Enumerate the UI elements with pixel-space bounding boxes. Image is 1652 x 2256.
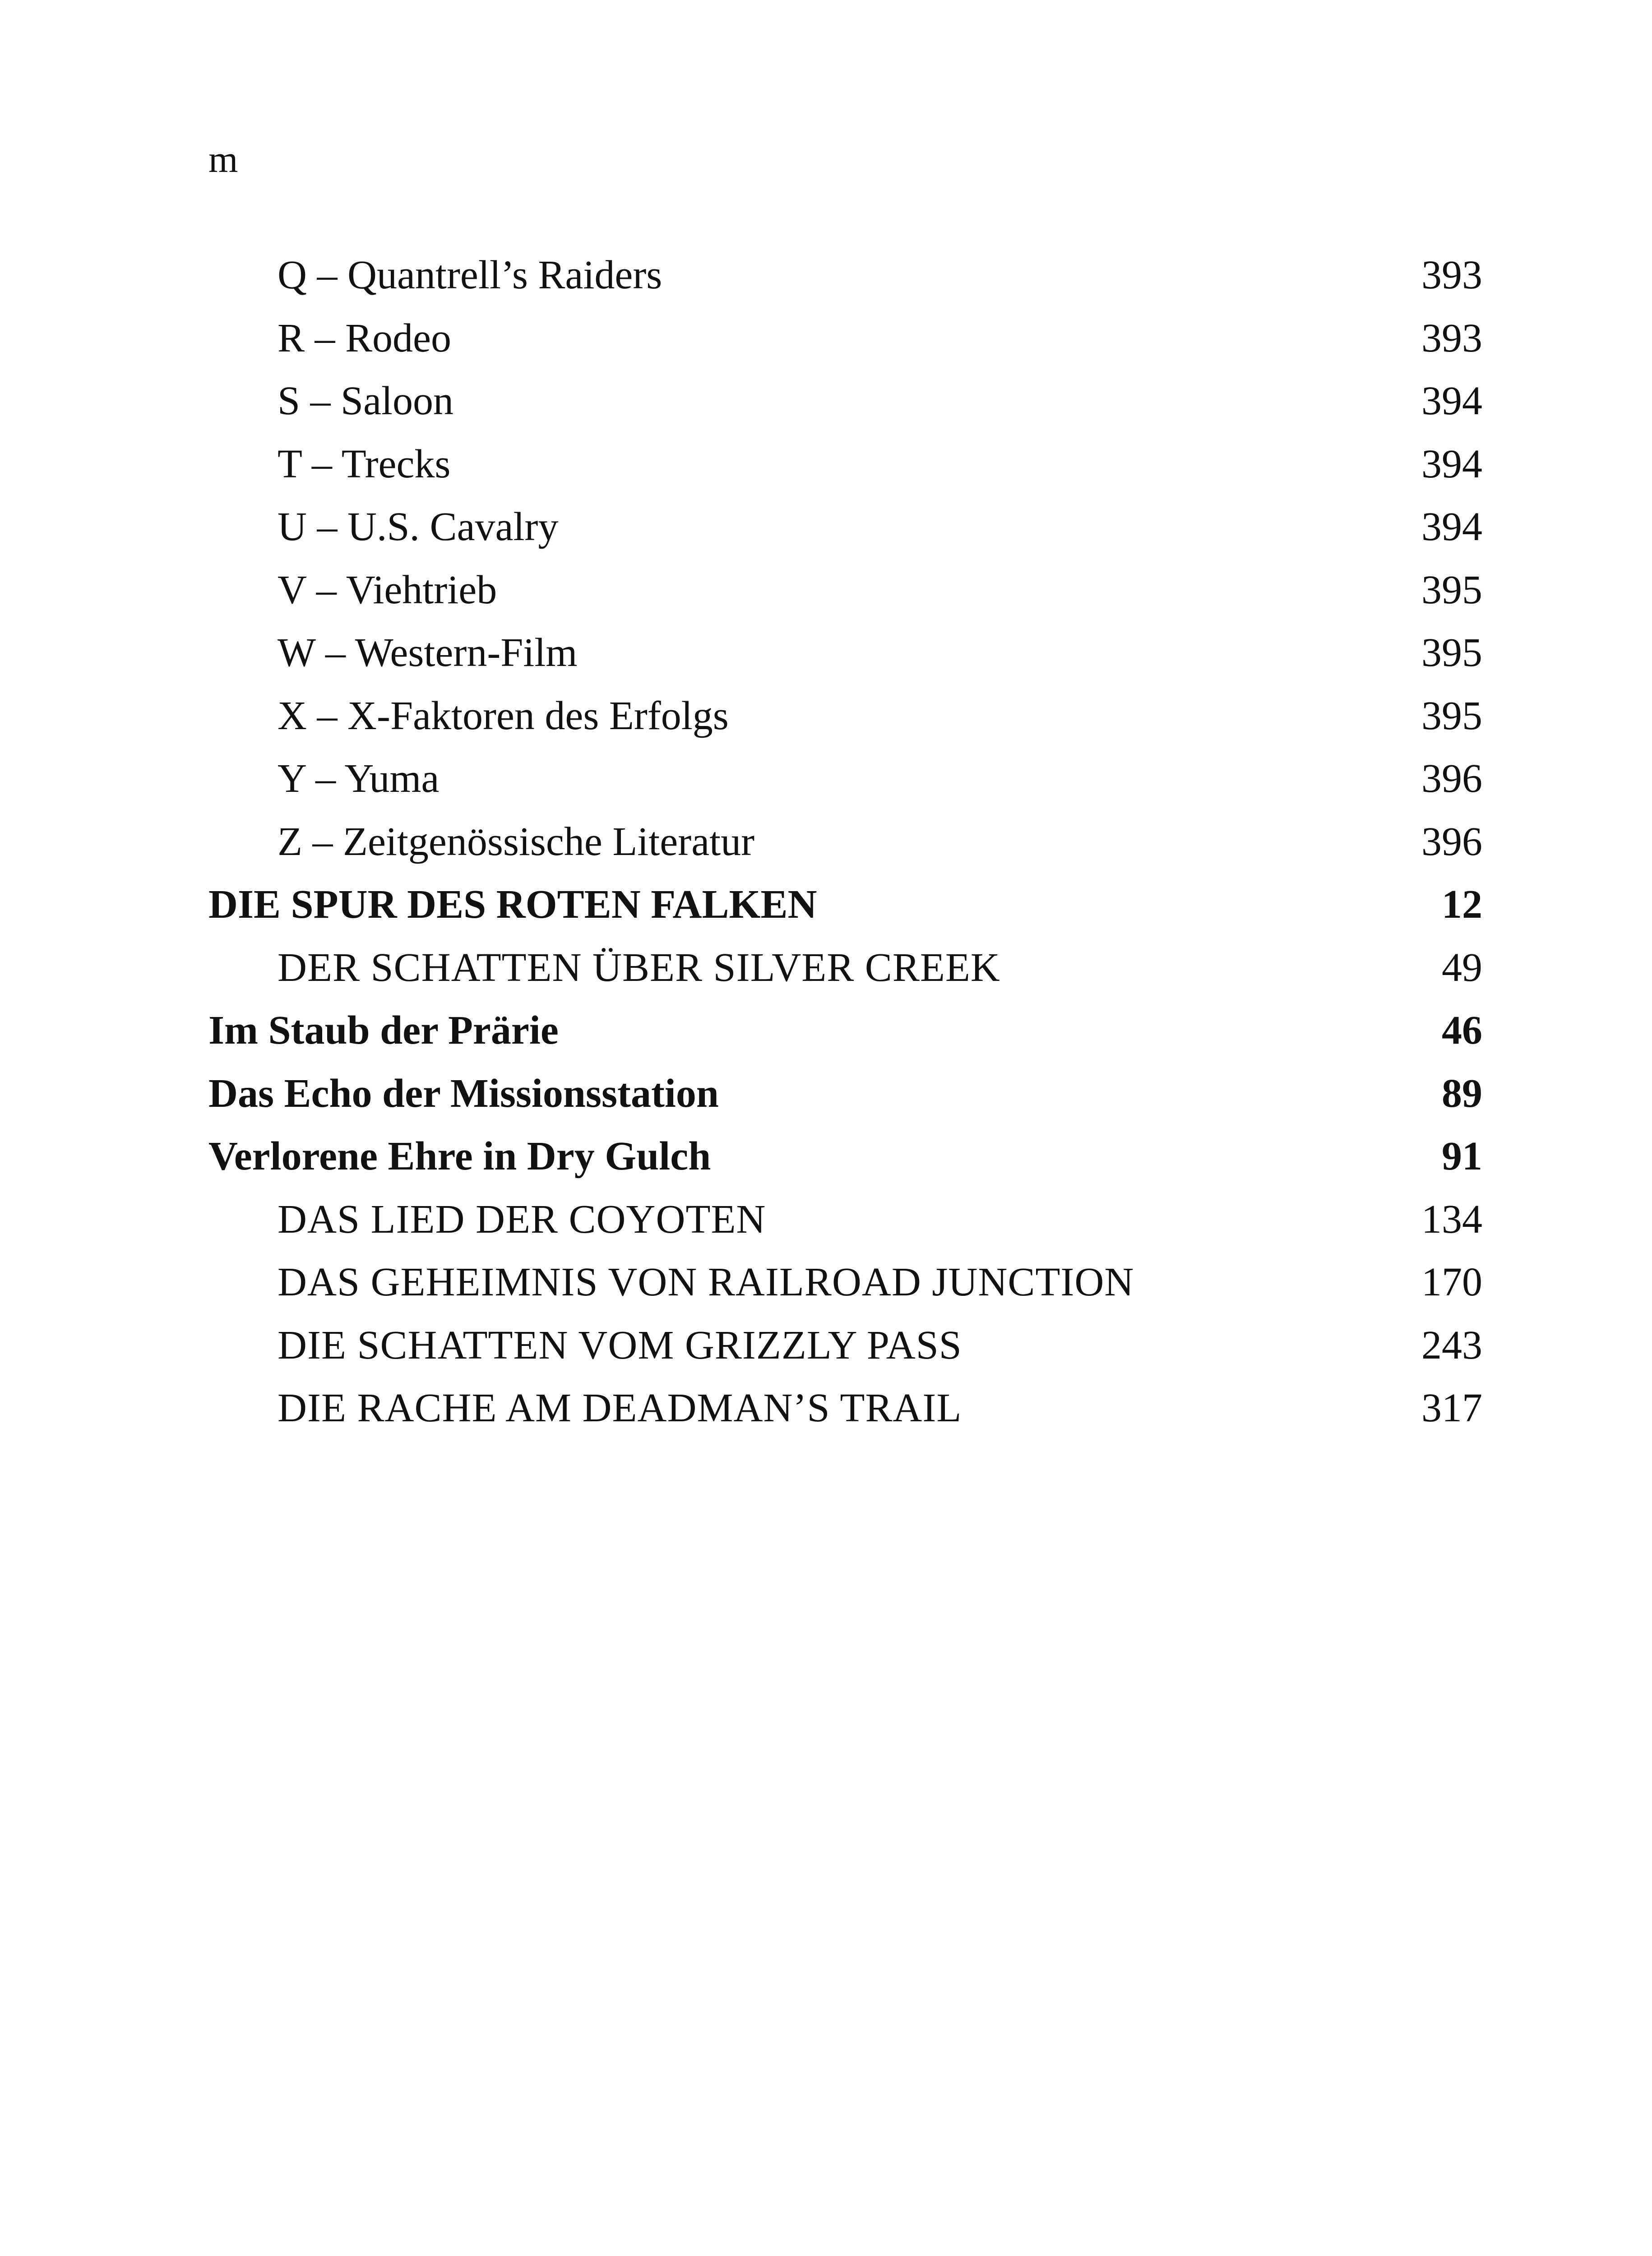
toc-chapter <box>208 1125 1482 1188</box>
toc-entry-title: DIE RACHE AM DEADMAN’S TRAIL <box>278 1386 962 1430</box>
toc-entry-title: W – Western-Film <box>278 630 578 675</box>
toc-entry-title: V – Viehtrieb <box>278 567 497 612</box>
toc-chapter <box>208 1062 1482 1125</box>
toc-entry <box>208 1377 1482 1440</box>
toc-entry-title: DAS LIED DER COYOTEN <box>278 1197 766 1242</box>
toc-entry <box>208 433 1482 496</box>
toc-entry-page: 393 <box>1421 253 1482 297</box>
toc-entry-page: 393 <box>1421 315 1482 361</box>
toc-entry-title: DIE SCHATTEN VOM GRIZZLY PASS <box>278 1322 962 1368</box>
toc-entry <box>208 495 1482 559</box>
toc-entry-title: Q – Quantrell’s Raiders <box>278 253 662 297</box>
toc-entry-page: 394 <box>1421 441 1482 486</box>
toc-entry <box>208 559 1482 622</box>
toc-entry-title: R – Rodeo <box>278 315 452 361</box>
header-mark: m <box>208 139 238 180</box>
toc-chapter-page: 12 <box>1442 882 1482 927</box>
toc-chapter-title: Im Staub der Prärie <box>208 1008 559 1053</box>
toc-entry <box>208 684 1482 748</box>
toc-entry-page: 394 <box>1421 379 1482 423</box>
toc-chapter-page: 91 <box>1442 1134 1482 1179</box>
toc-entry-title: U – U.S. Cavalry <box>278 504 559 549</box>
toc-chapter-title: Das Echo der Missionsstation <box>208 1071 719 1116</box>
toc-entry-page: 134 <box>1421 1197 1482 1242</box>
toc-entry-page: 396 <box>1421 756 1482 801</box>
toc-entry-title: T – Trecks <box>278 441 451 486</box>
toc-entry-page: 170 <box>1421 1260 1482 1304</box>
toc-entry-page: 395 <box>1421 693 1482 738</box>
toc-chapter <box>208 999 1482 1062</box>
toc-entry-title: DAS GEHEIMNIS VON RAILROAD JUNCTION <box>278 1260 1134 1304</box>
toc-entry-title: Z – Zeitgenössische Literatur <box>278 819 755 864</box>
toc-chapter-page: 46 <box>1442 1008 1482 1053</box>
toc-entry <box>208 936 1482 999</box>
toc-entry <box>208 810 1482 874</box>
toc-chapter <box>208 873 1482 936</box>
toc-entry-title: X – X-Faktoren des Erfolgs <box>278 693 729 738</box>
toc-entry-title: S – Saloon <box>278 379 454 423</box>
toc-entry-page: 243 <box>1421 1322 1482 1368</box>
toc-entry <box>208 370 1482 433</box>
toc-entry-title: DER SCHATTEN ÜBER SILVER CREEK <box>278 945 1000 990</box>
toc-entry-page: 317 <box>1421 1386 1482 1430</box>
toc-entry-page: 395 <box>1421 630 1482 675</box>
toc-chapter-title: Verlorene Ehre in Dry Gulch <box>208 1134 711 1179</box>
toc-entry <box>208 1251 1482 1314</box>
toc-entry <box>208 1314 1482 1377</box>
toc-entry <box>208 747 1482 810</box>
toc-entry-page: 395 <box>1421 567 1482 612</box>
toc-entry <box>208 244 1482 307</box>
toc-entry-title: Y – Yuma <box>278 756 440 801</box>
toc-chapter-page: 89 <box>1442 1071 1482 1116</box>
toc-entry <box>208 1188 1482 1251</box>
toc-entry <box>208 621 1482 684</box>
toc-entry <box>208 307 1482 370</box>
toc-entry-page: 396 <box>1421 819 1482 864</box>
toc-chapter-title: DIE SPUR DES ROTEN FALKEN <box>208 882 817 927</box>
toc-entry-page: 49 <box>1442 945 1482 990</box>
toc-entry-page: 394 <box>1421 504 1482 549</box>
table-of-contents <box>208 244 1482 1440</box>
